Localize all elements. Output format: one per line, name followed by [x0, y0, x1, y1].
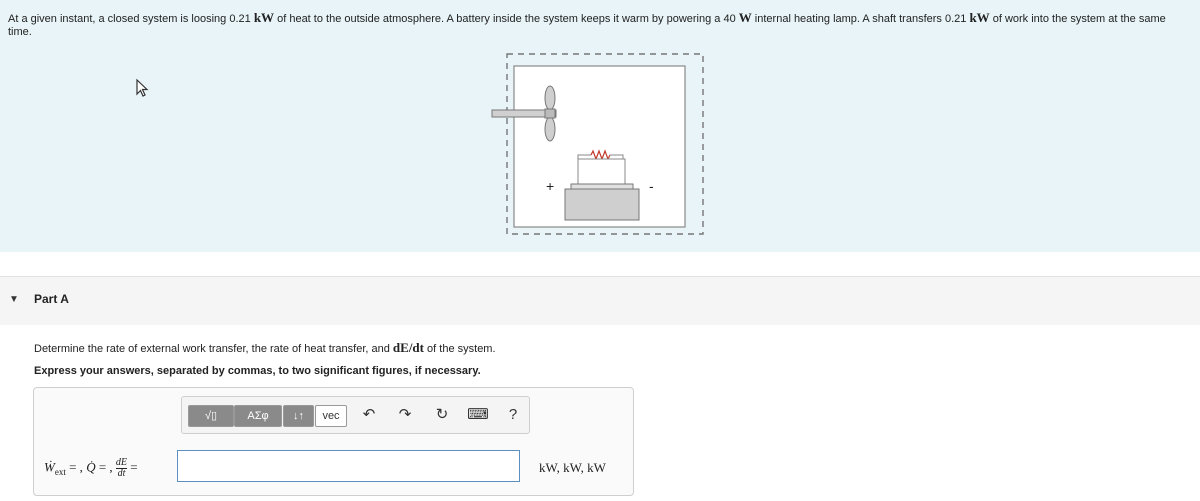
- equals-sign: =: [127, 459, 138, 475]
- equals-separator: = ,: [95, 459, 116, 475]
- fraction-numerator: dE: [115, 457, 128, 468]
- w-dot-symbol: Ẇ: [44, 459, 55, 475]
- problem-text-part: At a given instant, a closed system is loosing 0.21: [8, 13, 254, 25]
- unit-kw: kW: [969, 10, 990, 25]
- problem-text-part: of work into the system at the same time.: [8, 13, 1166, 38]
- math-toolbar: [181, 396, 530, 434]
- problem-text: [8, 11, 1188, 39]
- part-title: Part A: [34, 292, 69, 306]
- system-diagram: [489, 51, 709, 241]
- arrows-button[interactable]: ↓↑: [283, 405, 314, 427]
- answer-units: kW, kW, kW: [539, 460, 606, 475]
- q-dot-symbol: Q̇: [86, 459, 96, 475]
- battery-top: [571, 184, 633, 189]
- greek-symbols-button[interactable]: ΑΣφ: [234, 405, 282, 427]
- battery: [565, 189, 639, 220]
- question-prefix: Determine the rate of external work transfer, the rate of heat transfer, and: [34, 343, 393, 355]
- de-dt-fraction: [116, 458, 127, 479]
- plus-terminal: +: [546, 178, 555, 194]
- ext-subscript: ext: [54, 467, 66, 478]
- paddle-top: [545, 86, 555, 110]
- question-text: [34, 340, 496, 356]
- reset-icon[interactable]: ↻: [435, 406, 449, 423]
- unit-kw: kW: [253, 10, 275, 25]
- paddle-hub: [545, 109, 555, 118]
- fraction-denominator: dt: [117, 468, 126, 479]
- question-suffix: of the system.: [424, 343, 496, 355]
- equals-separator: = ,: [65, 459, 87, 475]
- part-a-header[interactable]: [0, 276, 1200, 325]
- minus-terminal: -: [649, 178, 654, 194]
- answer-box: [33, 387, 634, 496]
- answer-variables-label: [44, 458, 138, 479]
- section-divider: [0, 252, 1200, 276]
- problem-text-part: of heat to the outside atmosphere. A battery inside the system keeps it warm by powering a 40: [274, 13, 739, 25]
- answer-instruction: Express your answers, separated by commas, to two significant figures, if necessary.: [34, 365, 481, 377]
- collapse-caret-icon[interactable]: ▼: [9, 294, 19, 305]
- templates-button[interactable]: √▯: [188, 405, 234, 427]
- mouse-cursor-icon: [133, 78, 151, 98]
- problem-text-part: internal heating lamp. A shaft transfers 0.21: [751, 13, 970, 25]
- undo-icon[interactable]: ↶: [362, 406, 376, 423]
- answer-input[interactable]: [177, 450, 520, 482]
- question-math: dE/dt: [392, 340, 424, 355]
- help-icon[interactable]: ?: [508, 406, 518, 423]
- redo-icon[interactable]: ↷: [398, 406, 412, 423]
- lamp-housing: [578, 159, 625, 185]
- vector-button[interactable]: vec: [315, 405, 347, 427]
- keyboard-icon[interactable]: ⌨: [467, 406, 489, 423]
- paddle-bottom: [545, 117, 555, 141]
- unit-w: W: [738, 10, 752, 25]
